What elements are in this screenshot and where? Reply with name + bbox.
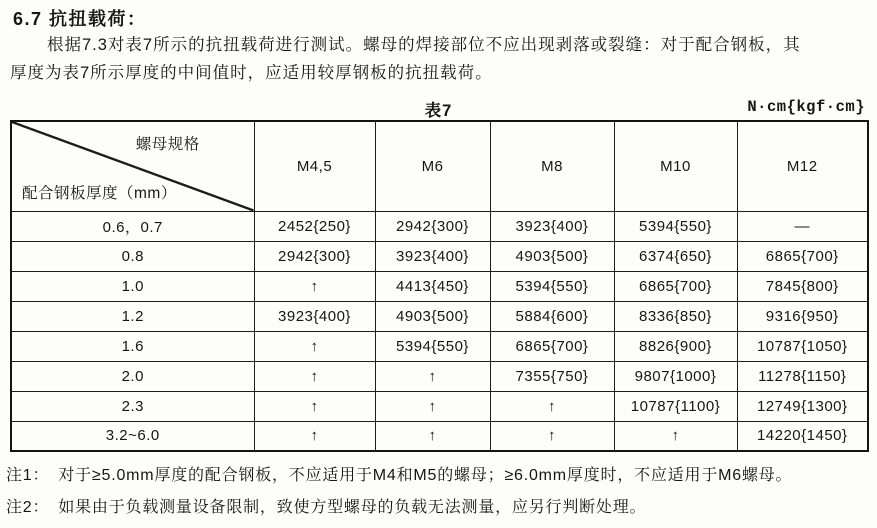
value-cell: 2942{300}: [254, 241, 375, 271]
value-cell: 2452{250}: [254, 211, 375, 241]
footnotes: [6, 460, 872, 524]
corner-bottom-label: 配合钢板厚度（mm）: [22, 184, 177, 202]
value-cell: ↑: [490, 391, 614, 421]
intro-paragraph: [10, 32, 872, 87]
thickness-cell: 2.3: [11, 391, 254, 421]
paragraph-line-1: 根据7.3对表7所示的抗扭载荷进行测试。螺母的焊接部位不应出现剥落或裂缝：对于配合钢板，其: [47, 36, 801, 54]
thickness-cell: 1.2: [11, 301, 254, 331]
torsion-load-table: [10, 120, 869, 452]
value-cell: ↑: [254, 361, 375, 391]
value-cell: 3923{400}: [490, 211, 614, 241]
table-row: [11, 241, 868, 271]
corner-header-cell: [11, 121, 254, 211]
thickness-cell: 0.8: [11, 241, 254, 271]
value-cell: —: [737, 211, 868, 241]
column-header-m8: M8: [490, 121, 614, 211]
value-cell: 6865{700}: [490, 331, 614, 361]
value-cell: ↑: [375, 421, 490, 451]
value-cell: ↑: [490, 421, 614, 451]
thickness-cell: 3.2~6.0: [11, 421, 254, 451]
value-cell: ↑: [375, 391, 490, 421]
column-header-m10: M10: [614, 121, 737, 211]
value-cell: 9807{1000}: [614, 361, 737, 391]
table-row: [11, 361, 868, 391]
footnote-2-text: 如果由于负载测量设备限制，致使方型螺母的负载无法测量，应另行判断处理。: [58, 499, 647, 516]
value-cell: ↑: [254, 331, 375, 361]
value-cell: ↑: [254, 271, 375, 301]
footnote-2: [6, 492, 872, 524]
value-cell: 3923{400}: [375, 241, 490, 271]
table-row: [11, 301, 868, 331]
thickness-cell: 1.0: [11, 271, 254, 301]
value-cell: 12749{1300}: [737, 391, 868, 421]
units-label: N·cm{kgf·cm}: [747, 98, 865, 116]
value-cell: 11278{1150}: [737, 361, 868, 391]
value-cell: 8826{900}: [614, 331, 737, 361]
thickness-cell: 1.6: [11, 331, 254, 361]
value-cell: 10787{1050}: [737, 331, 868, 361]
footnote-1-text: 对于≥5.0mm厚度的配合钢板，不应适用于M4和M5的螺母；≥6.0mm厚度时，不应适用于M6螺母。: [58, 467, 793, 484]
footnote-1-label: 注1：: [6, 467, 50, 484]
thickness-cell: 0.6，0.7: [11, 211, 254, 241]
footnote-1: [6, 460, 872, 492]
value-cell: 6865{700}: [614, 271, 737, 301]
column-header-m6: M6: [375, 121, 490, 211]
value-cell: 14220{1450}: [737, 421, 868, 451]
table-row: [11, 271, 868, 301]
value-cell: 3923{400}: [254, 301, 375, 331]
table-caption-row: [10, 97, 867, 119]
value-cell: 8336{850}: [614, 301, 737, 331]
value-cell: 5394{550}: [614, 211, 737, 241]
value-cell: 5884{600}: [490, 301, 614, 331]
value-cell: 2942{300}: [375, 211, 490, 241]
paragraph-line-2: 厚度为表7所示厚度的中间值时，应适用较厚钢板的抗扭载荷。: [10, 63, 493, 82]
thickness-cell: 2.0: [11, 361, 254, 391]
value-cell: 6865{700}: [737, 241, 868, 271]
table-caption: 表7: [424, 102, 453, 120]
section-title: 6.7 抗扭载荷：: [13, 9, 147, 29]
value-cell: ↑: [375, 361, 490, 391]
value-cell: ↑: [614, 421, 737, 451]
column-header-m4-5: M4,5: [254, 121, 375, 211]
corner-top-label: 螺母规格: [135, 136, 200, 153]
table-row: [11, 421, 868, 451]
table-row: [11, 391, 868, 421]
value-cell: 9316{950}: [737, 301, 868, 331]
value-cell: ↑: [254, 421, 375, 451]
value-cell: 5394{550}: [375, 331, 490, 361]
footnote-2-label: 注2：: [6, 499, 50, 516]
column-header-m12: M12: [737, 121, 868, 211]
value-cell: 4903{500}: [490, 241, 614, 271]
table-row: [11, 211, 868, 241]
value-cell: 7355{750}: [490, 361, 614, 391]
value-cell: ↑: [254, 391, 375, 421]
value-cell: 5394{550}: [490, 271, 614, 301]
value-cell: 6374{650}: [614, 241, 737, 271]
value-cell: 4903{500}: [375, 301, 490, 331]
table-row: [11, 331, 868, 361]
value-cell: 10787{1100}: [614, 391, 737, 421]
value-cell: 7845{800}: [737, 271, 868, 301]
value-cell: 4413{450}: [375, 271, 490, 301]
table-header-row: [11, 121, 868, 211]
